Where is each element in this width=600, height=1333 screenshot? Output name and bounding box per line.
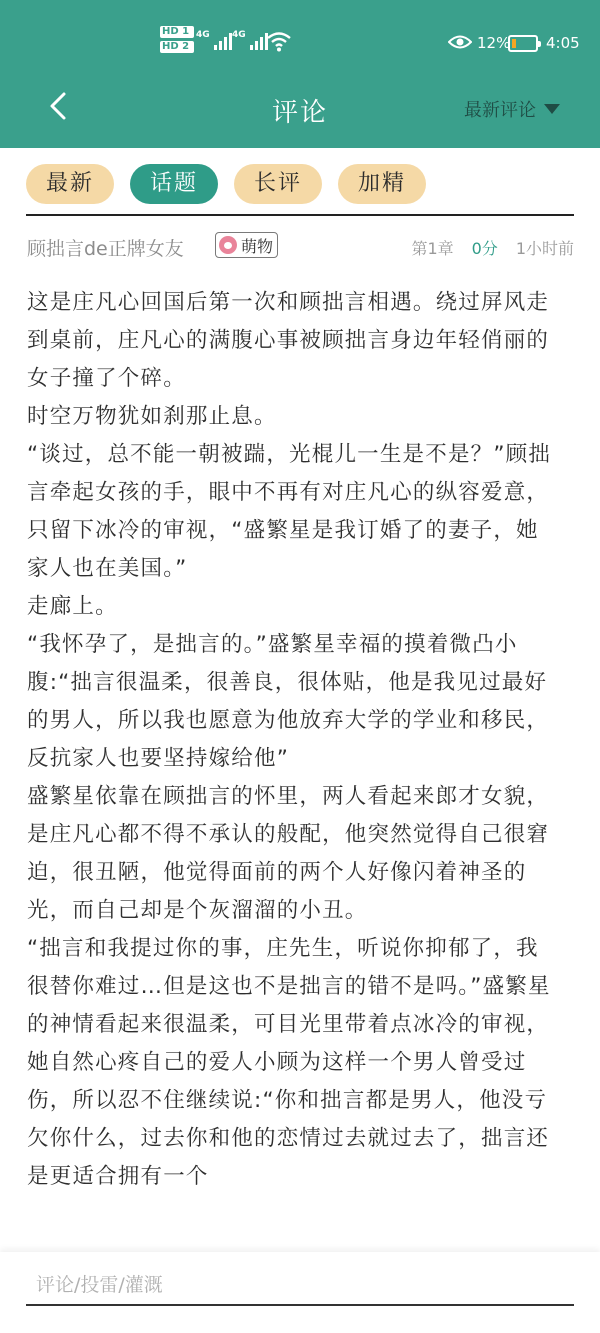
- comment-paragraph: “谈过，总不能一朝被踹，光棍儿一生是不是？”顾拙言牵起女孩的手，眼中不再有对庄凡心的纵容爱意，只留下冰冷的审视，“盛繁星是我订婚了的妻子，她家人也在美国。”: [27, 442, 552, 581]
- divider: [26, 214, 574, 216]
- status-bar: [0, 0, 600, 80]
- sort-label: 最新评论: [464, 100, 536, 121]
- wifi-icon: [266, 30, 292, 52]
- eye-icon: [448, 34, 472, 50]
- comment-paragraph: 盛繁星依靠在顾拙言的怀里，两人看起来郎才女貌，是庄凡心都不得不承认的般配，他突然觉得自己很窘迫，很丑陋，他觉得面前的两个人好像闪着神圣的光，而自己却是个灰溜溜的小丑。: [27, 784, 550, 923]
- hd2-badge: HD 2: [160, 41, 194, 53]
- tab-featured[interactable]: 加精: [338, 164, 426, 204]
- battery-percent: 12%: [477, 34, 511, 52]
- comment-chapter: 第1章: [411, 239, 454, 258]
- user-badge: [215, 232, 278, 258]
- page-title: 评论: [271, 98, 328, 128]
- comment-score: 0分: [471, 239, 498, 258]
- comment-paragraph: 这是庄凡心回国后第一次和顾拙言相遇。绕过屏风走到桌前，庄凡心的满腹心事被顾拙言身边年轻俏丽的女子撞了个碎。: [27, 290, 550, 391]
- comment-input-bar: [0, 1252, 600, 1333]
- comment-paragraph: 时空万物犹如刹那止息。: [27, 404, 277, 429]
- tab-topic[interactable]: 话题: [130, 164, 218, 204]
- signal-2-icon: 4G: [232, 30, 268, 50]
- triangle-down-icon: [544, 104, 560, 114]
- comment-body: [27, 284, 561, 1230]
- sort-dropdown[interactable]: [464, 96, 560, 122]
- signal-1-icon: 4G: [196, 30, 232, 50]
- comment-paragraph: 走廊上。: [27, 594, 118, 619]
- tab-long-review[interactable]: 长评: [234, 164, 322, 204]
- clock: 4:05: [546, 34, 580, 52]
- comment-paragraph: “我怀孕了，是拙言的。”盛繁星幸福的摸着微凸小腹:“拙言很温柔，很善良，很体贴，他是我见过最好的男人，所以我也愿意为他放弃大学的学业和移民，反抗家人也要坚持嫁给他”: [27, 632, 550, 771]
- comment-author[interactable]: 顾拙言de正牌女友: [27, 238, 184, 260]
- comment-paragraph: “拙言和我提过你的事，庄先生，听说你抑郁了，我很替你难过…但是这也不是拙言的错不是吗。”盛繁星的神情看起来很温柔，可目光里带着点冰冷的审视，她自然心疼自己的爱人小顾为这样一个男人曾受过伤，所以忍不住继续说:“你和拙言都是男人，他没亏欠你什么，过去你和他的恋情过去就过去了，拙言还是更适合拥有一个: [27, 936, 551, 1189]
- hd-indicators: [160, 26, 194, 56]
- comment-info: [411, 236, 574, 259]
- filter-tabs: [26, 164, 426, 204]
- paw-icon: [219, 236, 237, 254]
- comment-time: 1小时前: [515, 239, 574, 258]
- comment-meta: [27, 230, 574, 262]
- battery-icon: [508, 35, 538, 52]
- comment-input[interactable]: [26, 1266, 574, 1306]
- hd1-badge: HD 1: [160, 26, 194, 38]
- badge-label: 萌物: [241, 236, 274, 256]
- tab-latest[interactable]: 最新: [26, 164, 114, 204]
- app-header: [0, 0, 600, 148]
